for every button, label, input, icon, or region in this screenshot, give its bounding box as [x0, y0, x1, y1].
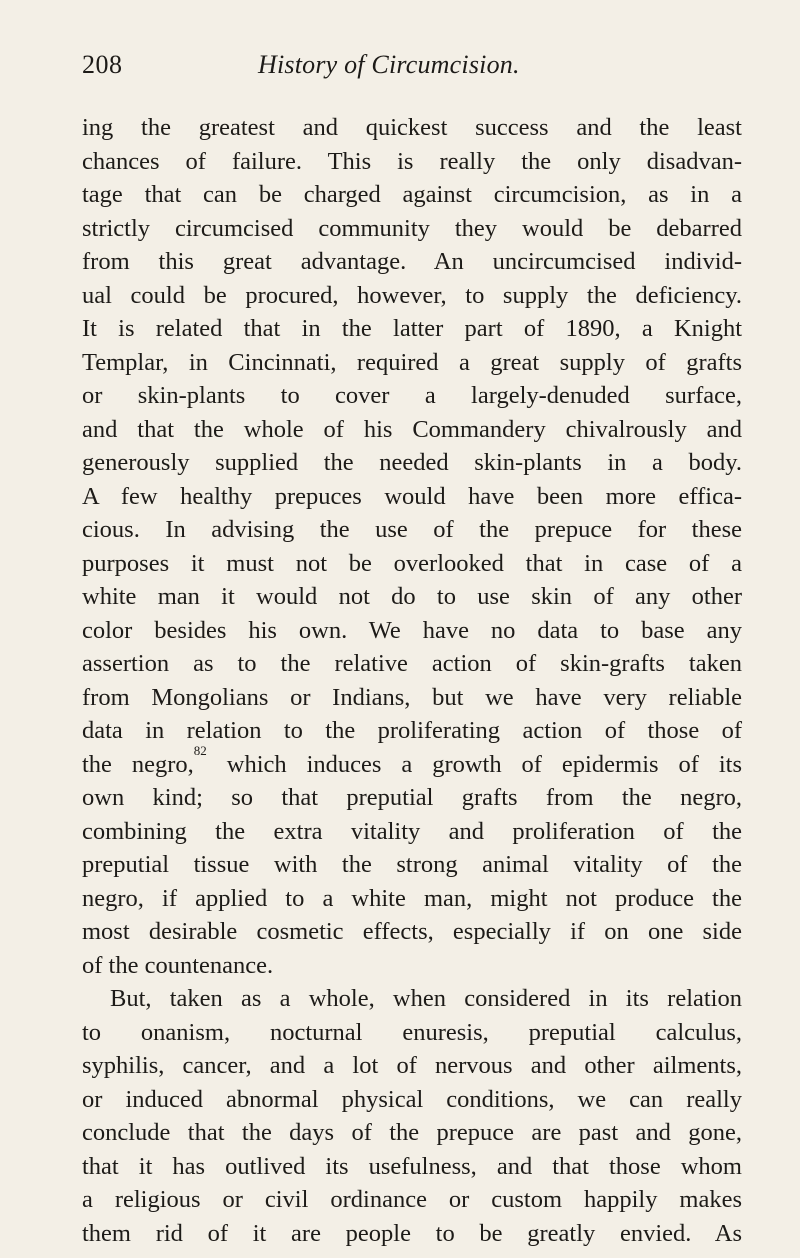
- text-line: or skin-plants to cover a largely-denuded surface,: [82, 382, 742, 409]
- text-line: them rid of it are people to be greatly envied. As: [82, 1219, 742, 1247]
- text-line: most desirable cosmetic effects, especially if on one side: [82, 918, 742, 945]
- running-head: History of Circumcision.: [258, 50, 520, 79]
- page-header: [82, 50, 742, 86]
- text-line-with-footnote: [82, 742, 742, 782]
- text-line: chances of failure. This is really the only disadvan-: [82, 147, 742, 175]
- text-line: preputial tissue with the strong animal vitality of the: [82, 851, 742, 878]
- footnote-reference: 82: [193, 742, 207, 758]
- text-line: A few healthy prepuces would have been more effica-: [82, 482, 742, 510]
- text-line: own kind; so that preputial grafts from the negro,: [82, 784, 742, 811]
- text-line: But, taken as a whole, when considered in its relation: [110, 985, 742, 1012]
- text-line: and that the whole of his Commandery chivalrously and: [82, 415, 742, 443]
- text-line: to onanism, nocturnal enuresis, preputial calculus,: [82, 1018, 742, 1046]
- text-line: assertion as to the relative action of skin-grafts taken: [82, 650, 742, 677]
- text-line: Templar, in Cincinnati, required a great supply of grafts: [82, 348, 742, 376]
- text-line: or induced abnormal physical conditions, we can really: [82, 1085, 742, 1113]
- text-line: of the countenance.: [82, 951, 274, 979]
- text-line: from this great advantage. An uncircumcised individ-: [82, 248, 742, 275]
- line-rest: which induces a growth of epidermis of its: [206, 750, 742, 778]
- body-text: [82, 111, 742, 1250]
- text-line: purposes it must not be overlooked that in case of a: [82, 549, 742, 577]
- text-line: color besides his own. We have no data to base any: [82, 616, 742, 644]
- text-line: negro, if applied to a white man, might not produce the: [82, 884, 742, 912]
- text-line: data in relation to the proliferating action of those of: [82, 717, 742, 744]
- text-line: tage that can be charged against circumcision, as in a: [82, 181, 742, 208]
- text-line: that it has outlived its usefulness, and that those whom: [82, 1152, 742, 1180]
- text-line: white man it would not do to use skin of any other: [82, 583, 742, 610]
- page-number: 208: [82, 50, 123, 79]
- text-line: combining the extra vitality and proliferation of the: [82, 817, 742, 845]
- text-line: It is related that in the latter part of 1890, a Knight: [82, 315, 742, 342]
- line-start: the negro,: [82, 750, 194, 778]
- text-line: ual could be procured, however, to supply the deficiency.: [82, 281, 742, 309]
- text-line: generously supplied the needed skin-plants in a body.: [82, 449, 742, 476]
- text-line: syphilis, cancer, and a lot of nervous and other ailments,: [82, 1052, 742, 1079]
- text-line: from Mongolians or Indians, but we have very reliable: [82, 683, 742, 711]
- text-line: a religious or civil ordinance or custom happily makes: [82, 1186, 742, 1213]
- text-line: ing the greatest and quickest success and the least: [82, 114, 742, 141]
- text-line: cious. In advising the use of the prepuce for these: [82, 516, 742, 543]
- text-line: strictly circumcised community they would be debarred: [82, 214, 742, 242]
- text-line: conclude that the days of the prepuce are past and gone,: [82, 1119, 742, 1146]
